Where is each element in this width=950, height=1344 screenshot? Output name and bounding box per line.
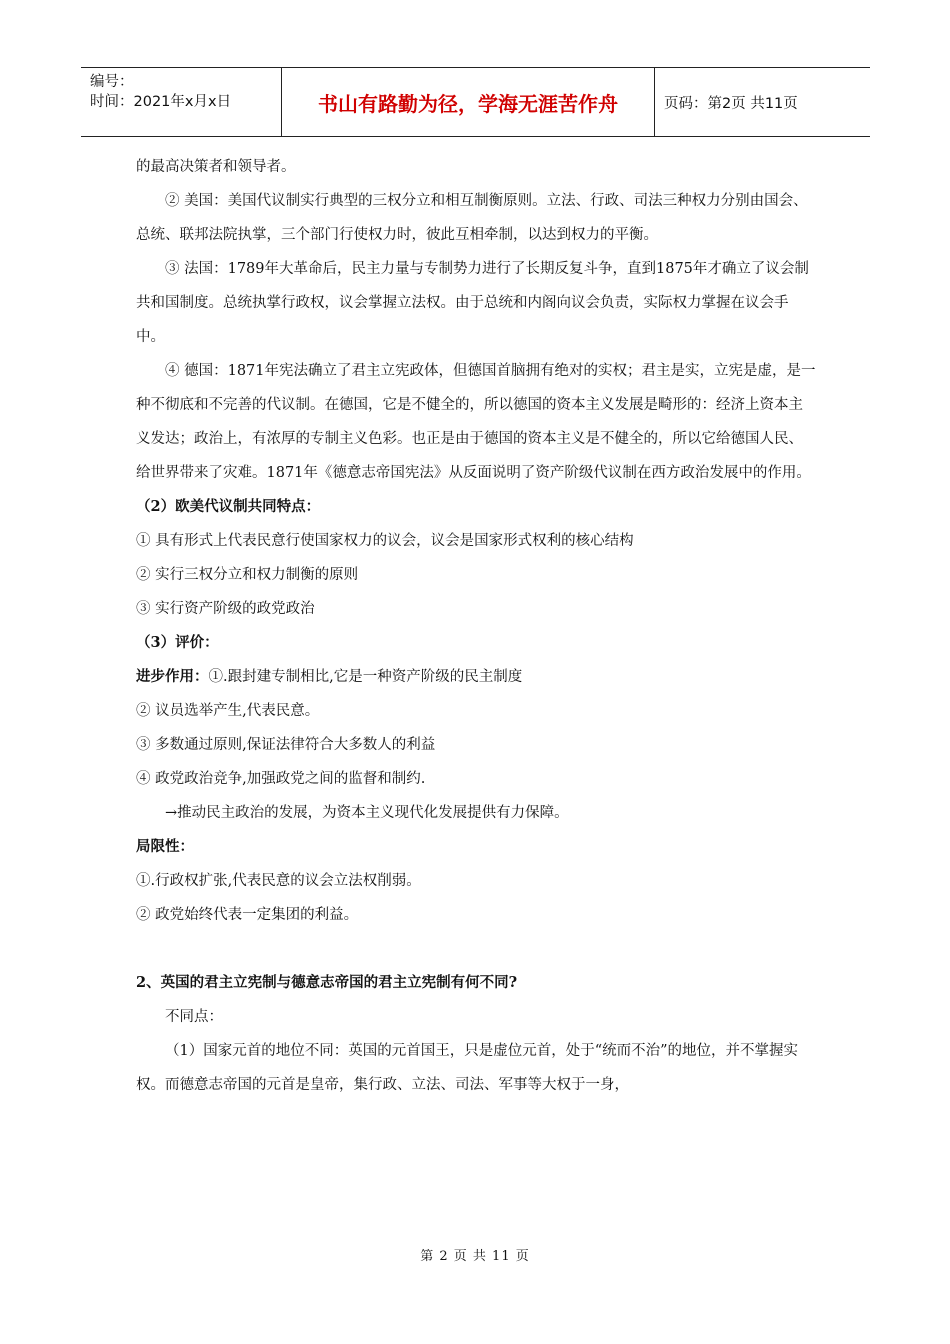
progress-text: ①.跟封建专制相比,它是一种资产阶级的民主制度 [208,669,523,685]
section-heading-evaluation: （3）评价： [136,634,219,651]
list-item: ③ 多数通过原则,保证法律符合大多数人的利益 [136,737,436,753]
paragraph-usa: ② 美国：美国代议制实行典型的三权分立和相互制衡原则。立法、行政、司法三种权力分别由国会、总统、联邦法院执掌，三个部门行使权力时，彼此互相牵制，以达到权力的平衡。 [136,193,808,243]
document-body [136,150,816,1102]
paragraph: 的最高决策者和领导者。 [136,159,296,175]
progress-line [136,660,816,694]
list-item: ② 实行三权分立和权力制衡的原则 [136,567,359,583]
difference-label: 不同点： [165,1009,223,1025]
list-item: ④ 政党政治竞争,加强政党之间的监督和制约. [136,771,426,787]
list-item: ③ 实行资产阶级的政党政治 [136,601,315,617]
page-header [81,67,870,137]
date-label: 时间：2021年x月x日 [90,94,232,110]
paragraph-germany: ④ 德国：1871年宪法确立了君主立宪政体，但德国首脑拥有绝对的实权；君主是实，立宪是虚，是一种不彻底和不完善的代议制。在德国，它是不健全的，所以德国的资本主义发展是畸形的：经济上资本主义发达；政治上，有浓厚的专制主义色彩。也正是由于德国的资本主义是不健全的，所以它给德国人民、给世界带来了灾难。1871年《德意志帝国宪法》从反面说明了资产阶级代议制在西方政治发展中的作用。 [136,363,816,481]
paragraph-france: ③ 法国：1789年大革命后，民主力量与专制势力进行了长期反复斗争，直到1875年才确立了议会制共和国制度。总统执掌行政权，议会掌握立法权。由于总统和内阁向议会负责，实际权力掌握在议会手中。 [136,261,809,345]
section-heading-features: （2）欧美代议制共同特点： [136,498,321,515]
list-item: ① 具有形式上代表民意行使国家权力的议会，议会是国家形式权利的核心结构 [136,533,634,549]
list-item: ② 政党始终代表一定集团的利益。 [136,907,359,923]
limitation-label: 局限性： [136,838,194,855]
list-item: ② 议员选举产生,代表民意。 [136,703,320,719]
progress-label: 进步作用： [136,668,209,685]
paragraph-difference-1: （1）国家元首的地位不同：英国的元首国王，只是虚位元首，处于“统而不治”的地位，并不掌握实权。而德意志帝国的元首是皇帝，集行政、立法、司法、军事等大权于一身， [136,1043,799,1093]
header-meta [81,68,282,136]
question-heading: 2、英国的君主立宪制与德意志帝国的君主立宪制有何不同? [136,974,518,991]
spacer [136,932,816,966]
list-item: ①.行政权扩张,代表民意的议会立法权削弱。 [136,873,421,889]
arrow-conclusion: →推动民主政治的发展，为资本主义现代化发展提供有力保障。 [165,805,569,821]
page-footer: 第 2 页 共 11 页 [420,1249,530,1264]
header-motto: 书山有路勤为径，学海无涯苦作舟 [282,68,655,136]
header-page-label: 页码：第2页 共11页 [664,95,798,112]
number-label: 编号： [90,74,134,90]
